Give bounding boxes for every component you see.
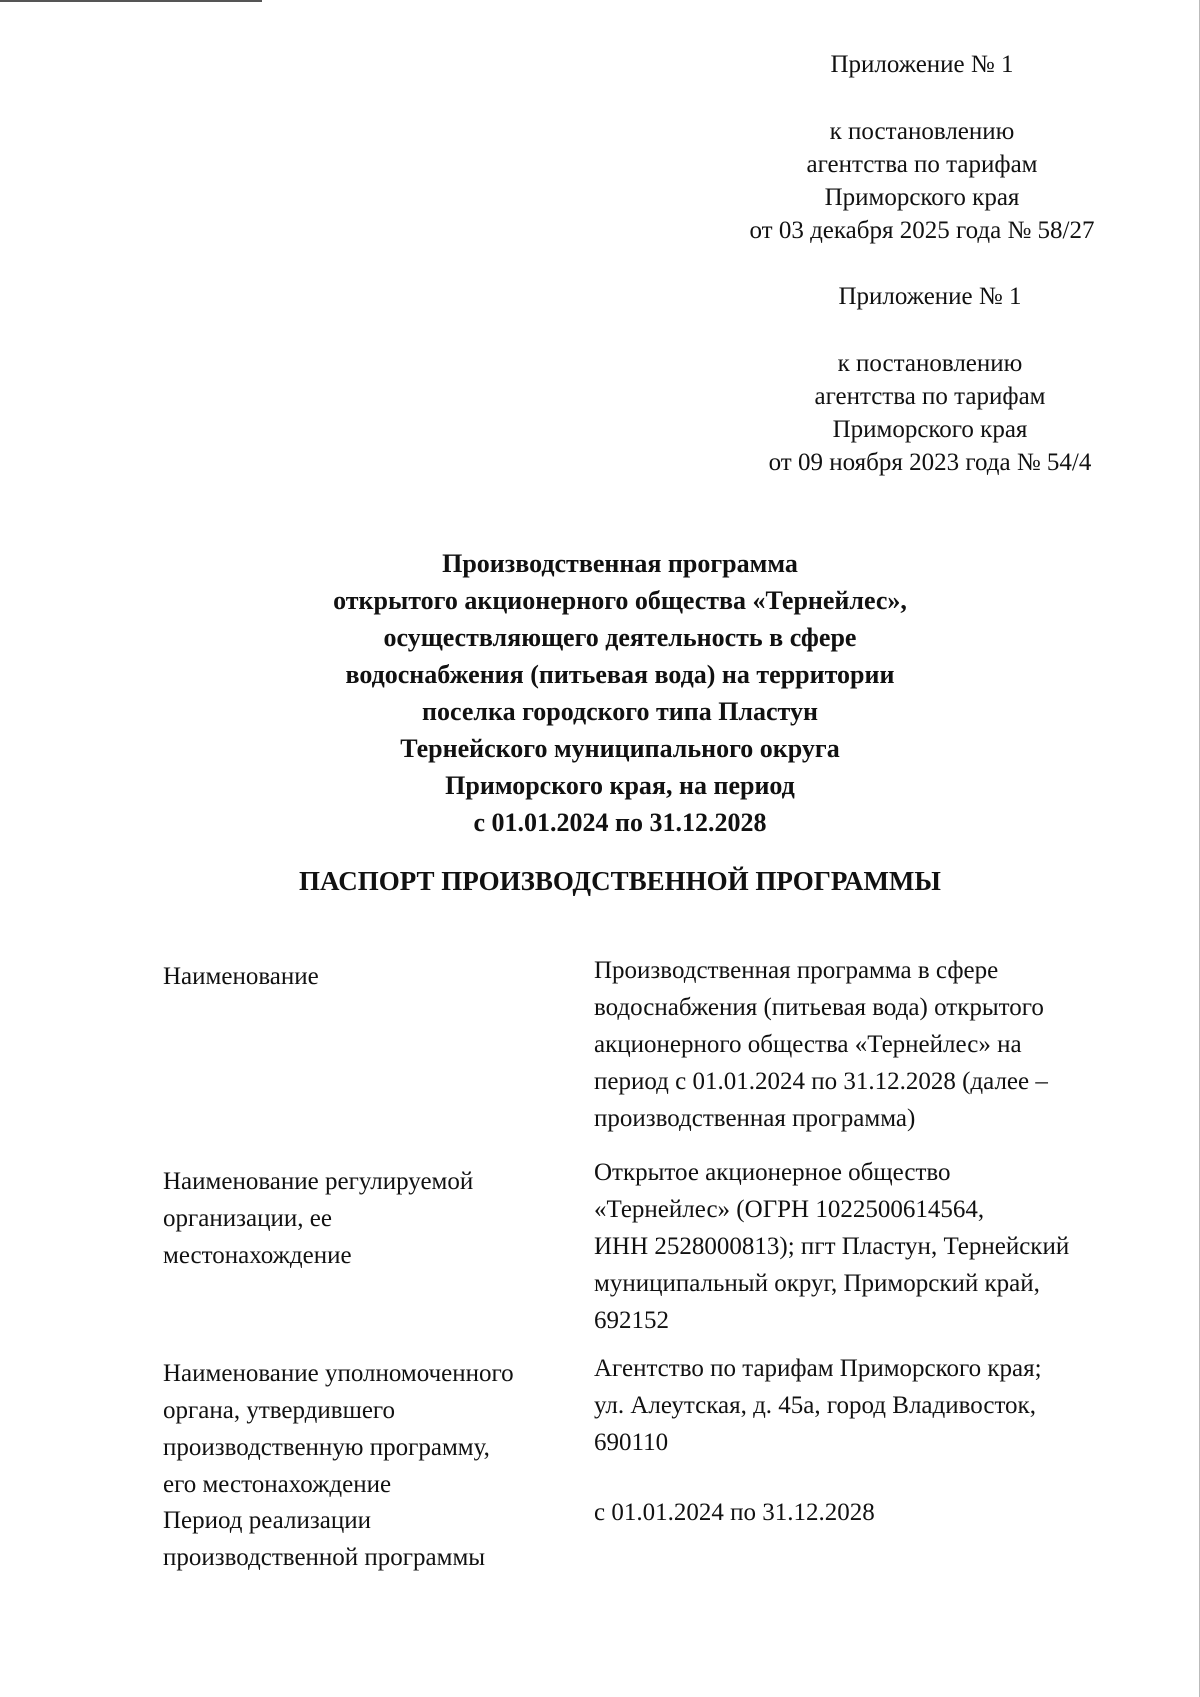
label-line: производственную программу, — [163, 1434, 490, 1461]
title-line: Производственная программа — [442, 549, 798, 578]
value-line: ул. Алеутская, д. 45а, город Владивосток, — [594, 1392, 1036, 1419]
program-title — [220, 545, 1020, 841]
title-line: Приморского края, на период — [445, 771, 795, 800]
appendix-line: Приморского края — [824, 184, 1020, 211]
appendix-line: агентства по тарифам — [814, 383, 1046, 410]
value-line: водоснабжения (питьевая вода) открытого — [594, 994, 1044, 1021]
value-line: муниципальный округ, Приморский край, — [594, 1270, 1040, 1297]
appendix-original — [670, 280, 1190, 479]
passport-row-value — [594, 1154, 1154, 1339]
passport-row-label — [163, 1163, 583, 1274]
label-line: Наименование уполномоченного — [163, 1360, 514, 1387]
appendix-line: от 03 декабря 2025 года № 58/27 — [749, 217, 1095, 244]
label-line: производственной программы — [163, 1544, 486, 1571]
value-line: с 01.01.2024 по 31.12.2028 — [594, 1499, 875, 1526]
value-line: период с 01.01.2024 по 31.12.2028 (далее – — [594, 1068, 1048, 1095]
title-line: водоснабжения (питьевая вода) на территории — [345, 660, 895, 689]
label-line: местонахождение — [163, 1242, 352, 1269]
label-line: Наименование — [163, 963, 319, 990]
passport-heading: ПАСПОРТ ПРОИЗВОДСТВЕННОЙ ПРОГРАММЫ — [299, 866, 941, 896]
value-line: «Тернейлес» (ОГРН 1022500614564, — [594, 1196, 985, 1223]
value-line: 690110 — [594, 1429, 669, 1456]
label-line: организации, ее — [163, 1205, 332, 1232]
passport-row-value — [594, 1350, 1154, 1461]
appendix-line: от 09 ноября 2023 года № 54/4 — [768, 449, 1092, 476]
label-line: Наименование регулируемой — [163, 1168, 474, 1195]
title-line: открытого акционерного общества «Тернейлес», — [333, 586, 907, 615]
value-line: 692152 — [594, 1307, 669, 1334]
label-line: органа, утвердившего — [163, 1397, 396, 1424]
value-line: Открытое акционерное общество — [594, 1159, 951, 1186]
appendix-line: к постановлению — [837, 350, 1023, 377]
appendix-number: Приложение № 1 — [830, 51, 1014, 78]
value-line: ИНН 2528000813); пгт Пластун, Тернейский — [594, 1233, 1070, 1260]
appendix-line: агентства по тарифам — [806, 151, 1038, 178]
scan-edge-top — [0, 0, 262, 2]
appendix-line: к постановлению — [829, 118, 1015, 145]
value-line: Производственная программа в сфере — [594, 957, 999, 984]
passport-row-value — [594, 952, 1154, 1137]
title-line: Тернейского муниципального округа — [400, 734, 840, 763]
passport-row-label — [163, 1355, 583, 1503]
label-line: его местонахождение — [163, 1471, 392, 1498]
label-line: Период реализации — [163, 1507, 371, 1534]
value-line: производственная программа) — [594, 1105, 916, 1132]
appendix-line: Приморского края — [832, 416, 1028, 443]
appendix-number: Приложение № 1 — [838, 283, 1022, 310]
title-line: с 01.01.2024 по 31.12.2028 — [473, 808, 767, 837]
passport-row-label — [163, 1502, 583, 1576]
appendix-current — [662, 48, 1182, 247]
title-line: осуществляющего деятельность в сфере — [383, 623, 857, 652]
value-line: акционерного общества «Тернейлес» на — [594, 1031, 1022, 1058]
title-line: поселка городского типа Пластун — [422, 697, 818, 726]
value-line: Агентство по тарифам Приморского края; — [594, 1355, 1042, 1382]
passport-row-value — [594, 1494, 1154, 1531]
passport-row-label — [163, 958, 583, 995]
